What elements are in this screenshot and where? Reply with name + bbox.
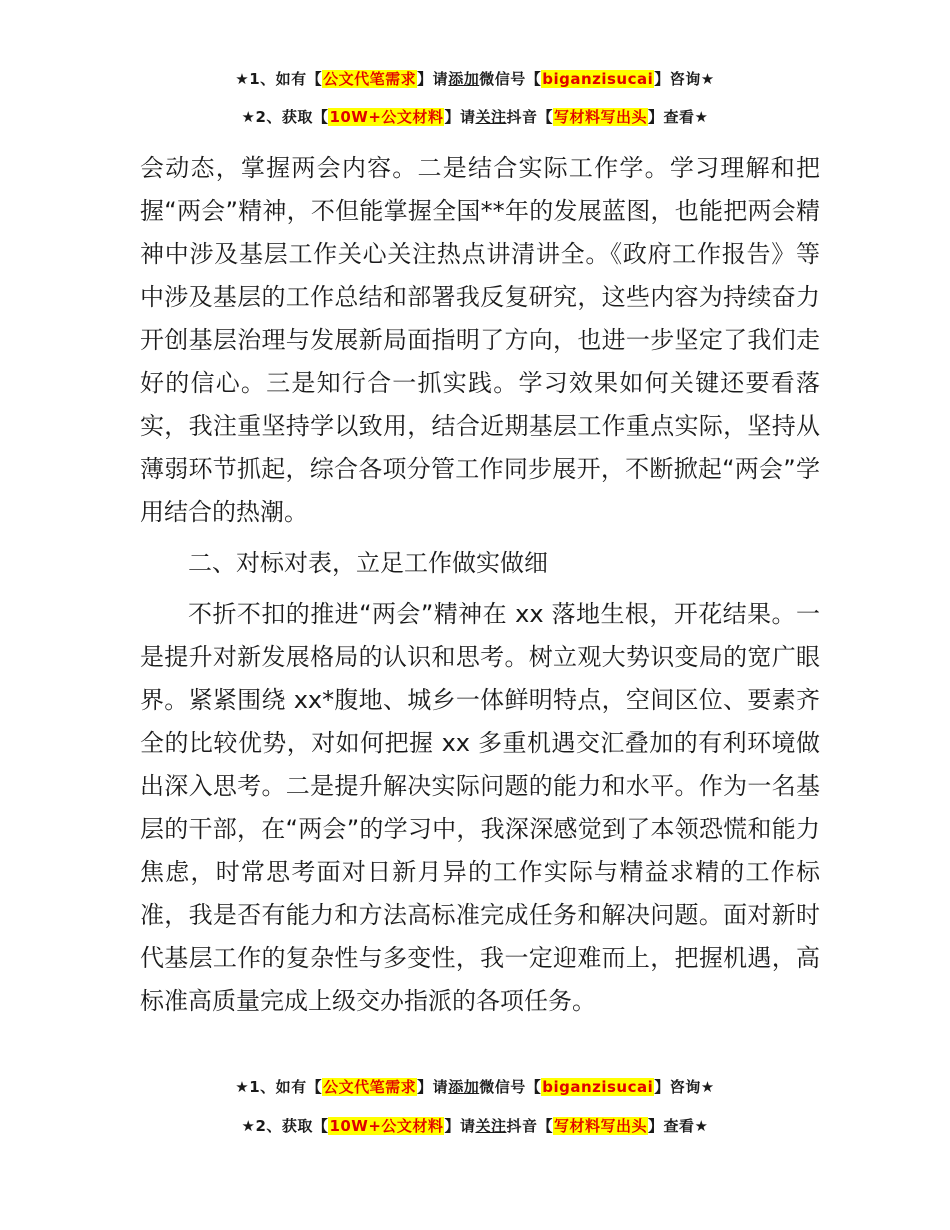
header-banner-line2 — [0, 106, 950, 127]
footer-banner-line2 — [0, 1115, 950, 1136]
footer1-mid2: 微信号【 — [479, 1078, 542, 1096]
footer2-underlined: 关注 — [475, 1117, 507, 1135]
footer1-post: 】咨询★ — [654, 1078, 715, 1096]
body-paragraph-1: 会动态，掌握两会内容。二是结合实际工作学。学习理解和把握“两会”精神，不但能掌握全国**年的发展蓝图，也能把两会精神中涉及基层工作关心关注热点讲清讲全。《政府工作报告》等中涉及基层的工作总结和部署我反复研究，这些内容为持续奋力开创基层治理与发展新局面指明了方向，也进一步坚定了我们走好的信心。三是知行合一抓实践。学习效果如何关键还要看落实，我注重坚持学以致用，结合近期基层工作重点实际，坚持从薄弱环节抓起，综合各项分管工作同步展开，不断掀起“两会”学用结合的热潮。 — [140, 154, 820, 526]
footer2-mid1: 】请 — [444, 1117, 476, 1135]
body-paragraph-2: 不折不扣的推进“两会”精神在 xx 落地生根，开花结果。一是提升对新发展格局的认识和思考。树立观大势识变局的宽广眼界。紧紧围绕 xx*腹地、城乡一体鲜明特点，空间区位、要素齐全的比较优势，对如何把握 xx 多重机遇交汇叠加的有利环境做出深入思考。二是提升解决实际问题的能力和水平。作为一名基层的干部，在“两会”的学习中，我深深感觉到了本领恐慌和能力焦虑，时常思考面对日新月异的工作实际与精益求精的工作标准，我是否有能力和方法高标准完成任务和解决问题。面对新时代基层工作的复杂性与多变性，我一定迎难而上，把握机遇，高标准高质量完成上级交办指派的各项任务。 — [140, 600, 820, 1015]
footer2-mid2: 抖音【 — [506, 1117, 553, 1135]
footer2-post: 】查看★ — [648, 1117, 709, 1135]
footer1-highlight-wechat: biganzisucai — [542, 1078, 654, 1096]
header-banner-line1 — [0, 68, 950, 89]
banner2-post: 】查看★ — [648, 108, 709, 126]
section-heading-2: 二、对标对表，立足工作做实做细 — [188, 549, 548, 577]
banner1-post: 】咨询★ — [654, 70, 715, 88]
footer1-pre: ★1、如有【 — [235, 1078, 323, 1096]
banner2-highlight-douyin: 写材料写出头 — [553, 108, 647, 126]
banner1-pre: ★1、如有【 — [235, 70, 323, 88]
banner2-pre: ★2、获取【 — [241, 108, 329, 126]
banner2-underlined: 关注 — [475, 108, 507, 126]
banner1-highlight-wechat: biganzisucai — [542, 70, 654, 88]
banner1-highlight-service: 公文代笔需求 — [323, 70, 417, 88]
banner1-mid1: 】请 — [417, 70, 449, 88]
banner2-mid2: 抖音【 — [506, 108, 553, 126]
footer-banner-line1 — [0, 1076, 950, 1097]
footer1-mid1: 】请 — [417, 1078, 449, 1096]
banner2-highlight-materials: 10W+公文材料 — [329, 108, 444, 126]
document-body — [140, 147, 820, 1023]
footer2-highlight-materials: 10W+公文材料 — [329, 1117, 444, 1135]
footer2-highlight-douyin: 写材料写出头 — [553, 1117, 647, 1135]
banner1-mid2: 微信号【 — [479, 70, 542, 88]
footer1-highlight-service: 公文代笔需求 — [323, 1078, 417, 1096]
footer2-pre: ★2、获取【 — [241, 1117, 329, 1135]
banner2-mid1: 】请 — [444, 108, 476, 126]
banner1-underlined: 添加 — [448, 70, 480, 88]
footer1-underlined: 添加 — [448, 1078, 480, 1096]
